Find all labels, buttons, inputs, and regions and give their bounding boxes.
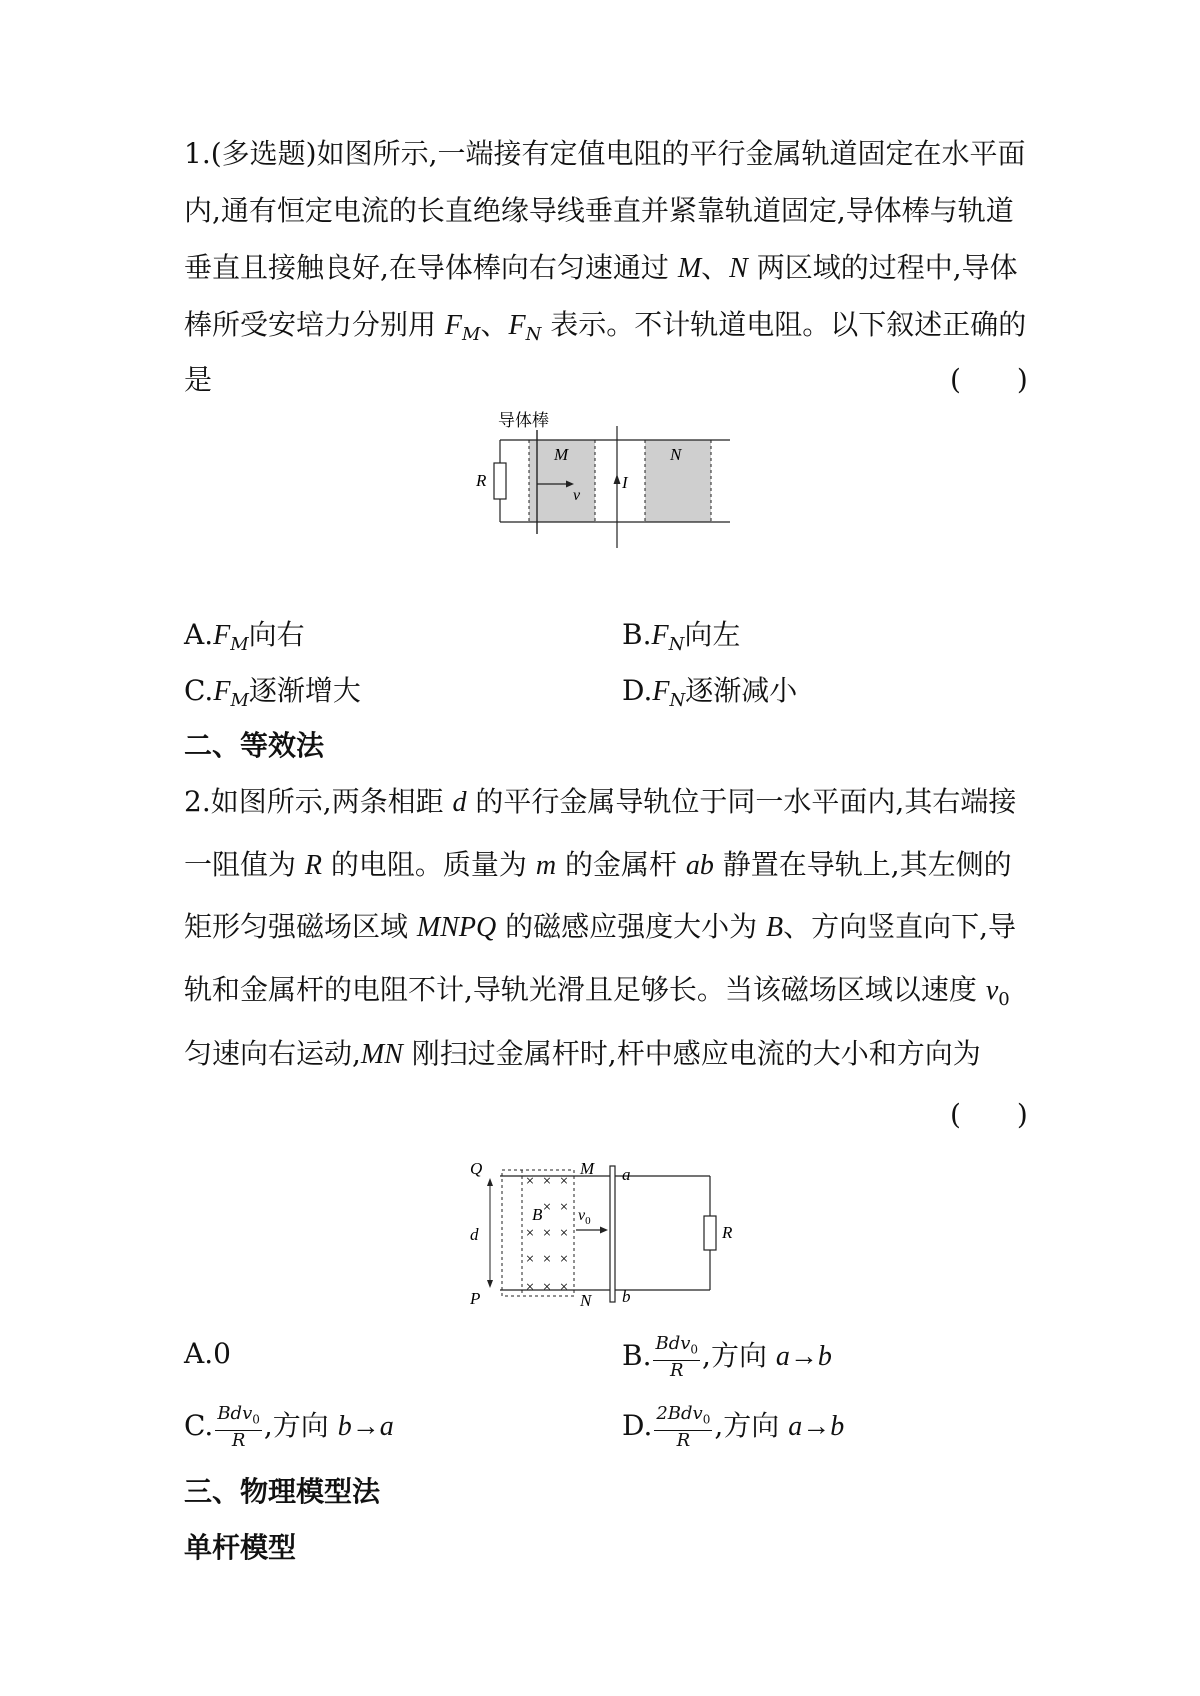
q1-answer-bracket: ( ) bbox=[950, 363, 1028, 396]
field-cross: × bbox=[525, 1225, 535, 1242]
label-m: M bbox=[554, 445, 569, 464]
q1-line-2: 内,通有恒定电流的长直绝缘导线垂直并紧靠轨道固定,导体棒与轨道 bbox=[184, 194, 1014, 227]
label-i: I bbox=[622, 473, 628, 492]
fraction: $\frac{Bdv_0}{R}$ bbox=[655, 1333, 699, 1381]
distance-d-arrow-bottom bbox=[487, 1280, 493, 1288]
field-cross: × bbox=[542, 1199, 552, 1216]
label-m: M bbox=[580, 1159, 595, 1178]
field-cross: × bbox=[559, 1279, 569, 1296]
fraction: $\frac{2Bdv_0}{R}$ bbox=[656, 1403, 711, 1451]
field-cross: × bbox=[542, 1251, 552, 1268]
resistor-r bbox=[704, 1216, 716, 1250]
label-d: d bbox=[470, 1225, 479, 1244]
q2-option-a[interactable]: A.0 bbox=[184, 1337, 231, 1370]
label-n: N bbox=[580, 1291, 592, 1310]
fraction: $\frac{Bdv_0}{R}$ bbox=[217, 1403, 260, 1451]
field-cross: × bbox=[559, 1199, 569, 1216]
q1-line-5: 是 bbox=[184, 363, 213, 396]
label-r: R bbox=[476, 471, 487, 490]
q1-option-b[interactable]: $B.F_N$向左 bbox=[622, 618, 741, 655]
q1-line-1: 1.(多选题)如图所示,一端接有定值电阻的平行金属轨道固定在水平面 bbox=[184, 137, 1026, 170]
q2-option-d[interactable]: D. $\frac{2Bdv_0}{R}$ ,方向 a→b bbox=[622, 1403, 845, 1451]
label-n: N bbox=[670, 445, 682, 464]
label-q: Q bbox=[470, 1159, 483, 1178]
field-cross: × bbox=[525, 1251, 535, 1268]
q1-line-4: 棒所受安培力分别用 $F_M$、$F_N$ 表示。不计轨道电阻。以下叙述正确的 bbox=[184, 308, 1027, 345]
label-v: v bbox=[573, 487, 581, 504]
section-3-subheading: 单杆模型 bbox=[184, 1531, 297, 1564]
distance-d-arrow-top bbox=[487, 1178, 493, 1186]
metal-rod-ab bbox=[610, 1166, 615, 1302]
q2-line-5: 匀速向右运动,MN 刚扫过金属杆时,杆中感应电流的大小和方向为 bbox=[184, 1037, 981, 1070]
section-2-heading: 二、等效法 bbox=[184, 729, 325, 762]
q1-option-c[interactable]: $C.F_M$逐渐增大 bbox=[184, 674, 361, 711]
field-cross: × bbox=[559, 1225, 569, 1242]
label-b-rod: b bbox=[622, 1287, 631, 1306]
field-cross: × bbox=[559, 1173, 569, 1190]
current-arrowhead bbox=[614, 474, 621, 484]
q1-figure bbox=[440, 408, 740, 598]
field-cross: × bbox=[542, 1225, 552, 1242]
q2-line-1: 2.如图所示,两条相距 d 的平行金属导轨位于同一水平面内,其右端接 bbox=[184, 785, 1017, 818]
q2-option-b[interactable]: B. $\frac{Bdv_0}{R}$ ,方向 a→b bbox=[622, 1333, 832, 1381]
label-v0: $v_0$ bbox=[578, 1207, 591, 1227]
field-cross: × bbox=[542, 1173, 552, 1190]
q2-line-2: 一阻值为 R 的电阻。质量为 m 的金属杆 ab 静置在导轨上,其左侧的 bbox=[184, 848, 1012, 881]
magnetic-field-crosses bbox=[526, 1173, 568, 1295]
label-r: R bbox=[722, 1223, 733, 1242]
resistor-r bbox=[494, 463, 506, 499]
q1-option-a[interactable]: $A.F_M$向右 bbox=[184, 618, 305, 655]
q2-line-3: 矩形匀强磁场区域 MNPQ 的磁感应强度大小为 B、方向竖直向下,导 bbox=[184, 910, 1017, 943]
velocity-arrowhead bbox=[600, 1227, 608, 1234]
field-cross: × bbox=[559, 1251, 569, 1268]
field-cross: × bbox=[525, 1279, 535, 1296]
q2-figure bbox=[470, 1150, 750, 1310]
q2-line-4: 轨和金属杆的电阻不计,导轨光滑且足够长。当该磁场区域以速度 $v_0$ bbox=[184, 973, 1010, 1010]
q2-answer-bracket: ( ) bbox=[950, 1098, 1028, 1131]
label-b-field: B bbox=[532, 1205, 543, 1224]
field-cross: × bbox=[542, 1279, 552, 1296]
q1-option-d[interactable]: $D.F_N$逐渐减小 bbox=[622, 674, 798, 711]
q2-option-c[interactable]: C. $\frac{Bdv_0}{R}$ ,方向 b→a bbox=[184, 1403, 394, 1451]
section-3-heading: 三、物理模型法 bbox=[184, 1475, 381, 1508]
rod-label: 导体棒 bbox=[498, 411, 549, 430]
q1-line-3: 垂直且接触良好,在导体棒向右匀速通过 M、N 两区域的过程中,导体 bbox=[184, 251, 1018, 284]
label-a: a bbox=[622, 1165, 631, 1184]
label-p: P bbox=[470, 1289, 481, 1308]
field-cross: × bbox=[525, 1173, 535, 1190]
